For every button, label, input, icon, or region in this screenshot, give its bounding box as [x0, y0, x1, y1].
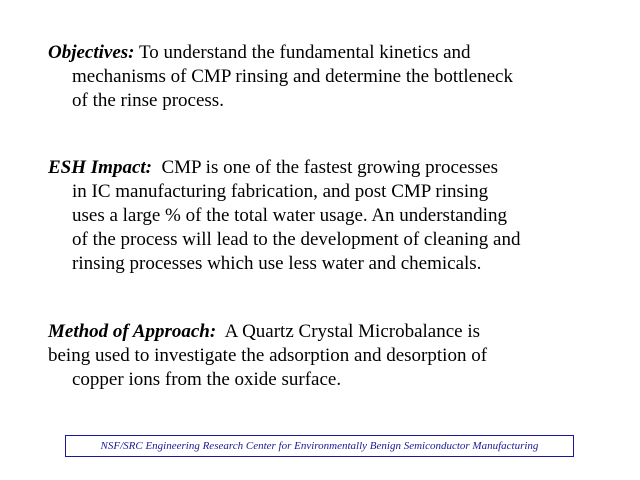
esh-impact-heading: ESH Impact: [48, 157, 152, 178]
footer-center-name: NSF/SRC Engineering Research Center for Environmentally Benign Semiconductor Manufacturing [65, 435, 574, 457]
objectives-text-line-3: of the rinse process. [72, 90, 224, 111]
esh-text-line-2: in IC manufacturing fabrication, and post CMP rinsing [72, 181, 489, 202]
objectives-first-line [48, 41, 588, 65]
esh-text-line-4: of the process will lead to the development of cleaning and [72, 229, 521, 250]
esh-text-line-1: CMP is one of the fastest growing processes [161, 157, 498, 178]
esh-text-line-5: rinsing processes which use less water and chemicals. [72, 253, 482, 274]
esh-first-line [48, 156, 588, 180]
method-of-approach-section [48, 320, 588, 392]
objectives-text-line-1: To understand the fundamental kinetics and [138, 42, 471, 63]
method-first-line [48, 320, 588, 344]
method-text-line-1: A Quartz Crystal Microbalance is [224, 321, 481, 342]
esh-impact-section [48, 156, 588, 276]
objectives-heading: Objectives: [48, 42, 135, 63]
objectives-text-line-2: mechanisms of CMP rinsing and determine the bottleneck [72, 66, 513, 87]
method-heading: Method of Approach: [48, 321, 217, 342]
objectives-section [48, 41, 588, 113]
method-text-line-3: copper ions from the oxide surface. [72, 369, 342, 390]
method-text-line-2: being used to investigate the adsorption and desorption of [48, 345, 488, 366]
esh-text-line-3: uses a large % of the total water usage. An understanding [72, 205, 507, 226]
